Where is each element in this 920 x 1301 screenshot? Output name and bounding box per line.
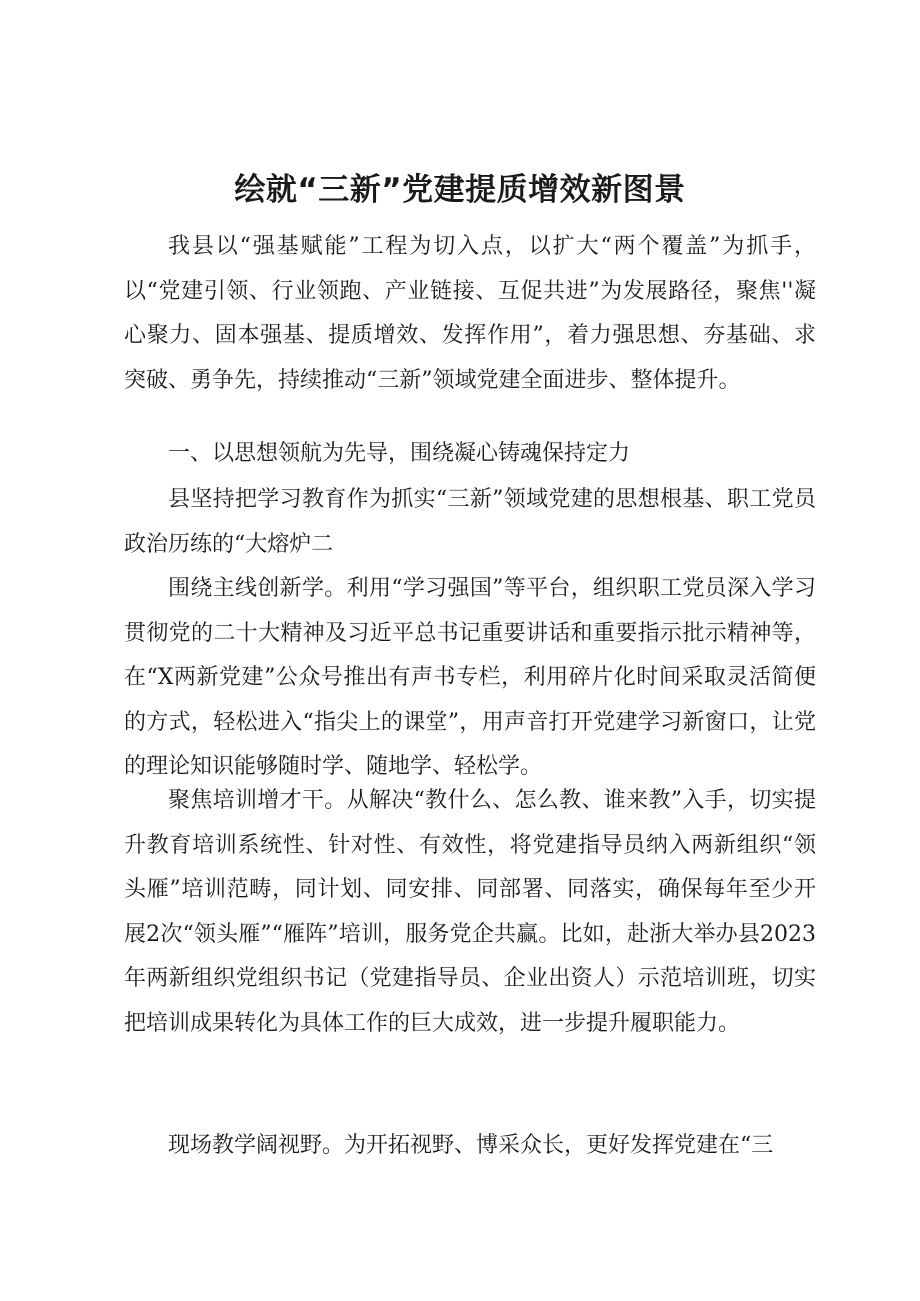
- intro-paragraph: 我县以“强基赋能”工程为切入点，以扩大“两个覆盖”为抓手，以“党建引领、行业领跑、产业链接、互促共进”为发展路径，聚焦''凝心聚力、固本强基、提质增效、发挥作用”，着力强思想、夯基础、求突破、勇争先，持续推动“三新”领域党建全面进步、整体提升。: [124, 234, 816, 393]
- section1-paragraph-1: 县坚持把学习教育作为抓实“三新”领域党建的思想根基、职工党员政治历练的“大熔炉二: [124, 487, 816, 557]
- section-heading-1: 一、以思想领航为先导，围绕凝心铸魂保持定力: [168, 441, 631, 466]
- section1-paragraph-3: 聚焦培训增才干。从解决“教什么、怎么教、谁来教”入手，切实提升教育培训系统性、针对性、有效性，将党建指导员纳入两新组织“领头雁”培训范畴，同计划、同安排、同部署、同落实，确保每年至少开展2次“领头雁”“雁阵”培训，服务党企共赢。比如，赴浙大举办县2023年两新组织党组织书记（党建指导员、企业出资人）示范培训班，切实把培训成果转化为具体工作的巨大成效，进一步提升履职能力。: [124, 788, 816, 1036]
- document-title: 绘就“三新”党建提质增效新图景: [234, 172, 686, 208]
- section1-paragraph-4: 现场教学阔视野。为开拓视野、博采众长，更好发挥党建在“三: [168, 1133, 774, 1158]
- section1-paragraph-2: 围绕主线创新学。利用“学习强国”等平台，组织职工党员深入学习贯彻党的二十大精神及习近平总书记重要讲话和重要指示批示精神等，在“X两新党建”公众号推出有声书专栏，利用碎片化时间采取灵活简便的方式，轻松进入“指尖上的课堂”，用声音打开党建学习新窗口，让党的理论知识能够随时学、随地学、轻松学。: [124, 576, 816, 779]
